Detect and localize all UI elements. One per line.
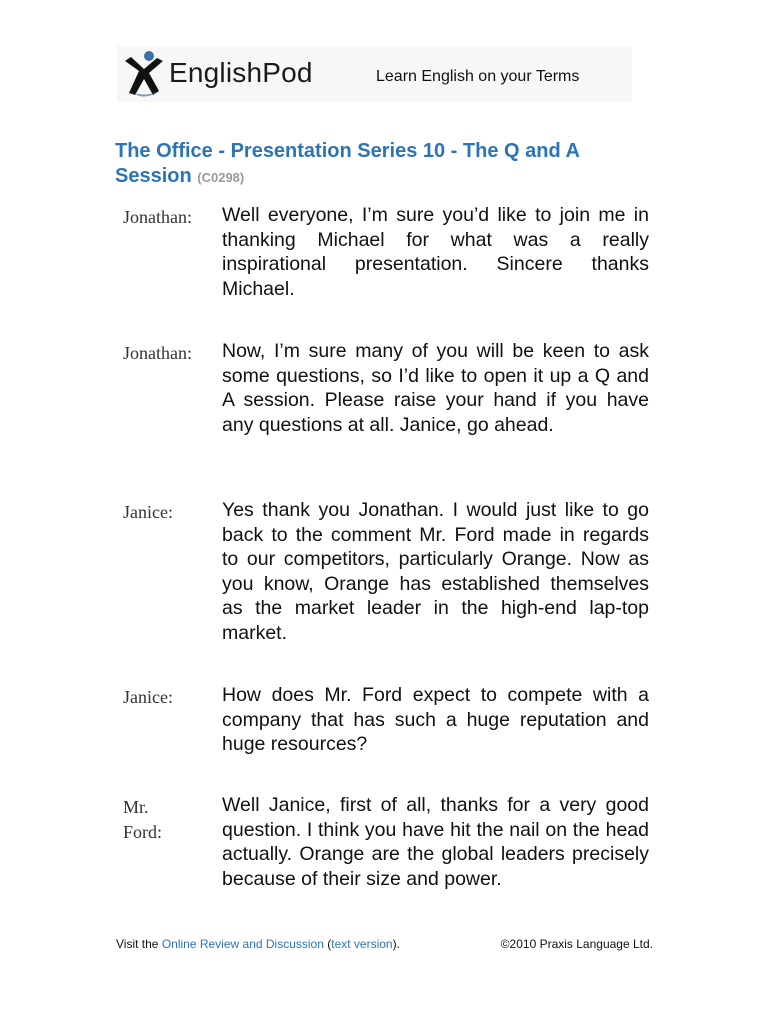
speaker-name: Jonathan: bbox=[123, 343, 192, 363]
speech-text: Now, I’m sure many of you will be keen to ask some questions, so I’d like to open it up a Q and A session. Please raise your hand if you have any questions at all. Janice, go ahead. bbox=[222, 340, 649, 436]
speaker-name: Mr. Ford: bbox=[123, 797, 163, 842]
speech-text: Well Janice, first of all, thanks for a very good question. I think you have hit the nail on the head actually. Orange are the global leaders precisely because of their size and power. bbox=[222, 794, 649, 890]
speech-text: Well everyone, I’m sure you’d like to join me in thanking Michael for what was a really inspirational presentation. Sincere thanks Michael. bbox=[222, 204, 649, 300]
text-version-link[interactable]: text version bbox=[331, 937, 393, 951]
close-paren: ). bbox=[392, 937, 400, 951]
lesson-title-text: The Office - Presentation Series 10 - The Q and A Session bbox=[115, 140, 580, 187]
page-footer bbox=[116, 936, 653, 954]
englishpod-logo-icon bbox=[121, 49, 167, 99]
online-review-link[interactable]: Online Review and Discussion bbox=[161, 937, 324, 951]
tagline: Learn English on your Terms bbox=[376, 68, 580, 85]
header-banner bbox=[117, 46, 632, 102]
speech-text: How does Mr. Ford expect to compete with a company that has such a huge reputation and huge resources? bbox=[222, 684, 649, 756]
copyright-notice: ©2010 Praxis Language Ltd. bbox=[500, 937, 653, 951]
lesson-title bbox=[115, 139, 660, 190]
brand-name: EnglishPod bbox=[169, 57, 313, 88]
open-paren: ( bbox=[327, 937, 332, 951]
lesson-code: (C0298) bbox=[197, 170, 245, 185]
footer-visit-line bbox=[116, 936, 400, 952]
speaker-name: Janice: bbox=[123, 687, 173, 707]
speaker-name: Janice: bbox=[123, 502, 173, 522]
speech-text: Yes thank you Jonathan. I would just like to go back to the comment Mr. Ford made in regards to our competitors, particularly Orange. Now as you know, Orange has established themselves as the market leader in the high-end lap-top market. bbox=[222, 499, 649, 644]
speaker-name: Jonathan: bbox=[123, 207, 192, 227]
visit-prefix: Visit the bbox=[116, 937, 159, 951]
